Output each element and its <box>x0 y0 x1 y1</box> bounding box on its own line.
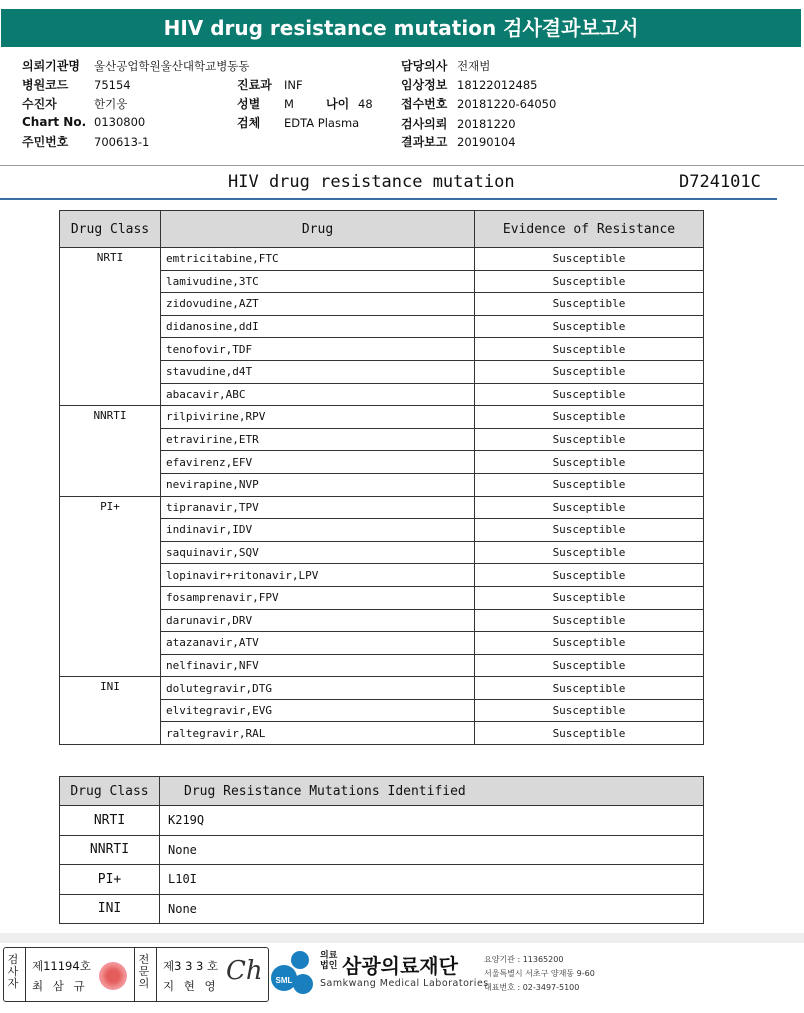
resistance-cell: Susceptible <box>475 338 704 361</box>
drug-cell: nelfinavir,NFV <box>161 654 475 677</box>
mutation-value-cell: None <box>160 835 704 865</box>
resistance-cell: Susceptible <box>475 541 704 564</box>
org-phone: 대표번호 : 02-3497-5100 <box>484 983 580 992</box>
clinical-info-value: 18122012485 <box>457 78 538 92</box>
drug-cell: stavudine,d4T <box>161 360 475 383</box>
col-evidence: Evidence of Resistance <box>475 211 704 248</box>
mutation-value-cell: K219Q <box>160 806 704 836</box>
resistance-cell: Susceptible <box>475 293 704 316</box>
age-value: 48 <box>358 97 373 111</box>
clinical-info-label: 임상정보 <box>401 78 448 92</box>
col-mutations: Drug Resistance Mutations Identified <box>160 777 704 806</box>
divider <box>134 948 135 1001</box>
mutation-table-body <box>60 806 704 924</box>
drug-cell: lamivudine,3TC <box>161 270 475 293</box>
resistance-cell: Susceptible <box>475 609 704 632</box>
divider <box>25 948 26 1001</box>
resistance-cell: Susceptible <box>475 428 704 451</box>
hospital-code-value: 75154 <box>94 78 131 92</box>
resistance-cell: Susceptible <box>475 586 704 609</box>
sex-value: M <box>284 97 294 111</box>
hospital-code-label: 병원코드 <box>22 78 69 92</box>
divider <box>0 165 804 166</box>
specialist-name: 지 현 영 <box>163 979 219 993</box>
drug-cell: emtricitabine,FTC <box>161 248 475 271</box>
drug-cell: zidovudine,AZT <box>161 293 475 316</box>
org-prefix: 의료 법인 <box>320 951 338 971</box>
test-request-label: 검사의뢰 <box>401 117 448 131</box>
receiver-value: 한기웅 <box>94 97 128 111</box>
mutation-value-cell: None <box>160 894 704 924</box>
resistance-cell: Susceptible <box>475 654 704 677</box>
table-row <box>60 835 704 865</box>
resistance-cell: Susceptible <box>475 473 704 496</box>
mutation-class-cell: NRTI <box>60 806 160 836</box>
org-address: 서울특별시 서초구 양재동 9-60 <box>484 969 595 978</box>
resistance-cell: Susceptible <box>475 496 704 519</box>
chart-no-value: 0130800 <box>94 115 146 129</box>
col-mut-drug-class: Drug Class <box>60 777 160 806</box>
institution-label: 의뢰기관명 <box>22 59 80 73</box>
resistance-cell: Susceptible <box>475 383 704 406</box>
table-row <box>60 894 704 924</box>
table-row <box>60 865 704 895</box>
doctor-value: 전재범 <box>457 59 491 73</box>
section-divider <box>0 198 777 200</box>
report-date-value: 20190104 <box>457 135 516 149</box>
org-code: 요양기관 : 11365200 <box>484 955 564 964</box>
specimen-value: EDTA Plasma <box>284 116 360 130</box>
resistance-cell: Susceptible <box>475 270 704 293</box>
org-name: 삼광의료재단 <box>342 954 458 978</box>
mutation-class-cell: NNRTI <box>60 835 160 865</box>
resistance-cell: Susceptible <box>475 677 704 700</box>
receiver-label: 수진자 <box>22 97 57 111</box>
footer-separator <box>0 933 804 943</box>
drug-cell: nevirapine,NVP <box>161 473 475 496</box>
drug-cell: elvitegravir,EVG <box>161 699 475 722</box>
signature-box <box>3 947 269 1002</box>
specialist-no: 제3 3 3 호 <box>163 959 219 973</box>
resistance-cell: Susceptible <box>475 632 704 655</box>
drug-cell: tenofovir,TDF <box>161 338 475 361</box>
drug-cell: atazanavir,ATV <box>161 632 475 655</box>
sml-logo-icon <box>270 950 315 998</box>
table-row <box>60 496 704 519</box>
col-drug-class: Drug Class <box>60 211 161 248</box>
logo-text: SML <box>275 976 293 985</box>
receipt-no-label: 접수번호 <box>401 97 448 111</box>
resistance-cell: Susceptible <box>475 699 704 722</box>
patient-info <box>0 52 804 166</box>
mutation-class-cell: PI+ <box>60 865 160 895</box>
specialist-label: 전 문 의 <box>138 953 150 990</box>
drug-cell: saquinavir,SQV <box>161 541 475 564</box>
org-name-en: Samkwang Medical Laboratories <box>320 978 489 989</box>
resident-no-label: 주민번호 <box>22 135 69 149</box>
section-title: HIV drug resistance mutation <box>228 172 515 192</box>
resistance-cell: Susceptible <box>475 406 704 429</box>
examiner-no: 제11194호 <box>32 959 91 973</box>
drug-cell: didanosine,ddI <box>161 315 475 338</box>
doctor-label: 담당의사 <box>401 59 448 73</box>
drug-cell: dolutegravir,DTG <box>161 677 475 700</box>
mutation-class-cell: INI <box>60 894 160 924</box>
resistance-cell: Susceptible <box>475 315 704 338</box>
drug-cell: indinavir,IDV <box>161 519 475 542</box>
resistance-cell: Susceptible <box>475 360 704 383</box>
table-row <box>60 406 704 429</box>
drug-cell: rilpivirine,RPV <box>161 406 475 429</box>
institution-value: 울산공업학원울산대학교병동동 <box>94 59 250 73</box>
test-request-value: 20181220 <box>457 117 516 131</box>
resistance-cell: Susceptible <box>475 451 704 474</box>
drug-class-cell: PI+ <box>60 496 161 677</box>
report-title: HIV drug resistance mutation 검사결과보고서 <box>1 9 801 47</box>
drug-class-cell: INI <box>60 677 161 745</box>
divider <box>156 948 157 1001</box>
drug-cell: efavirenz,EFV <box>161 451 475 474</box>
resistance-cell: Susceptible <box>475 722 704 745</box>
resistance-cell: Susceptible <box>475 564 704 587</box>
examiner-name: 최 삼 규 <box>32 979 88 993</box>
drug-cell: lopinavir+ritonavir,LPV <box>161 564 475 587</box>
signature: Ch <box>226 956 263 986</box>
receipt-no-value: 20181220-64050 <box>457 97 557 111</box>
drug-class-cell: NRTI <box>60 248 161 406</box>
age-label: 나이 <box>326 97 350 111</box>
mutation-value-cell: L10I <box>160 865 704 895</box>
resident-no-value: 700613-1 <box>94 135 150 149</box>
department-value: INF <box>284 78 303 92</box>
table-row <box>60 806 704 836</box>
drug-cell: fosamprenavir,FPV <box>161 586 475 609</box>
drug-cell: tipranavir,TPV <box>161 496 475 519</box>
report-date-label: 결과보고 <box>401 135 448 149</box>
drug-cell: darunavir,DRV <box>161 609 475 632</box>
test-code: D724101C <box>679 172 761 192</box>
resistance-cell: Susceptible <box>475 248 704 271</box>
drug-cell: etravirine,ETR <box>161 428 475 451</box>
seal-stamp <box>99 962 127 990</box>
table-row <box>60 677 704 700</box>
specimen-label: 검체 <box>237 116 261 130</box>
drug-class-cell: NNRTI <box>60 406 161 496</box>
drug-cell: raltegravir,RAL <box>161 722 475 745</box>
col-drug: Drug <box>161 211 475 248</box>
sex-label: 성별 <box>237 97 261 111</box>
examiner-label: 검 사 자 <box>7 953 19 990</box>
resistance-cell: Susceptible <box>475 519 704 542</box>
table-row <box>60 248 704 271</box>
resistance-table <box>59 210 704 745</box>
chart-no-label: Chart No. <box>22 115 87 129</box>
resistance-table-body <box>60 248 704 745</box>
drug-cell: abacavir,ABC <box>161 383 475 406</box>
mutation-table <box>59 776 704 924</box>
department-label: 진료과 <box>237 78 272 92</box>
